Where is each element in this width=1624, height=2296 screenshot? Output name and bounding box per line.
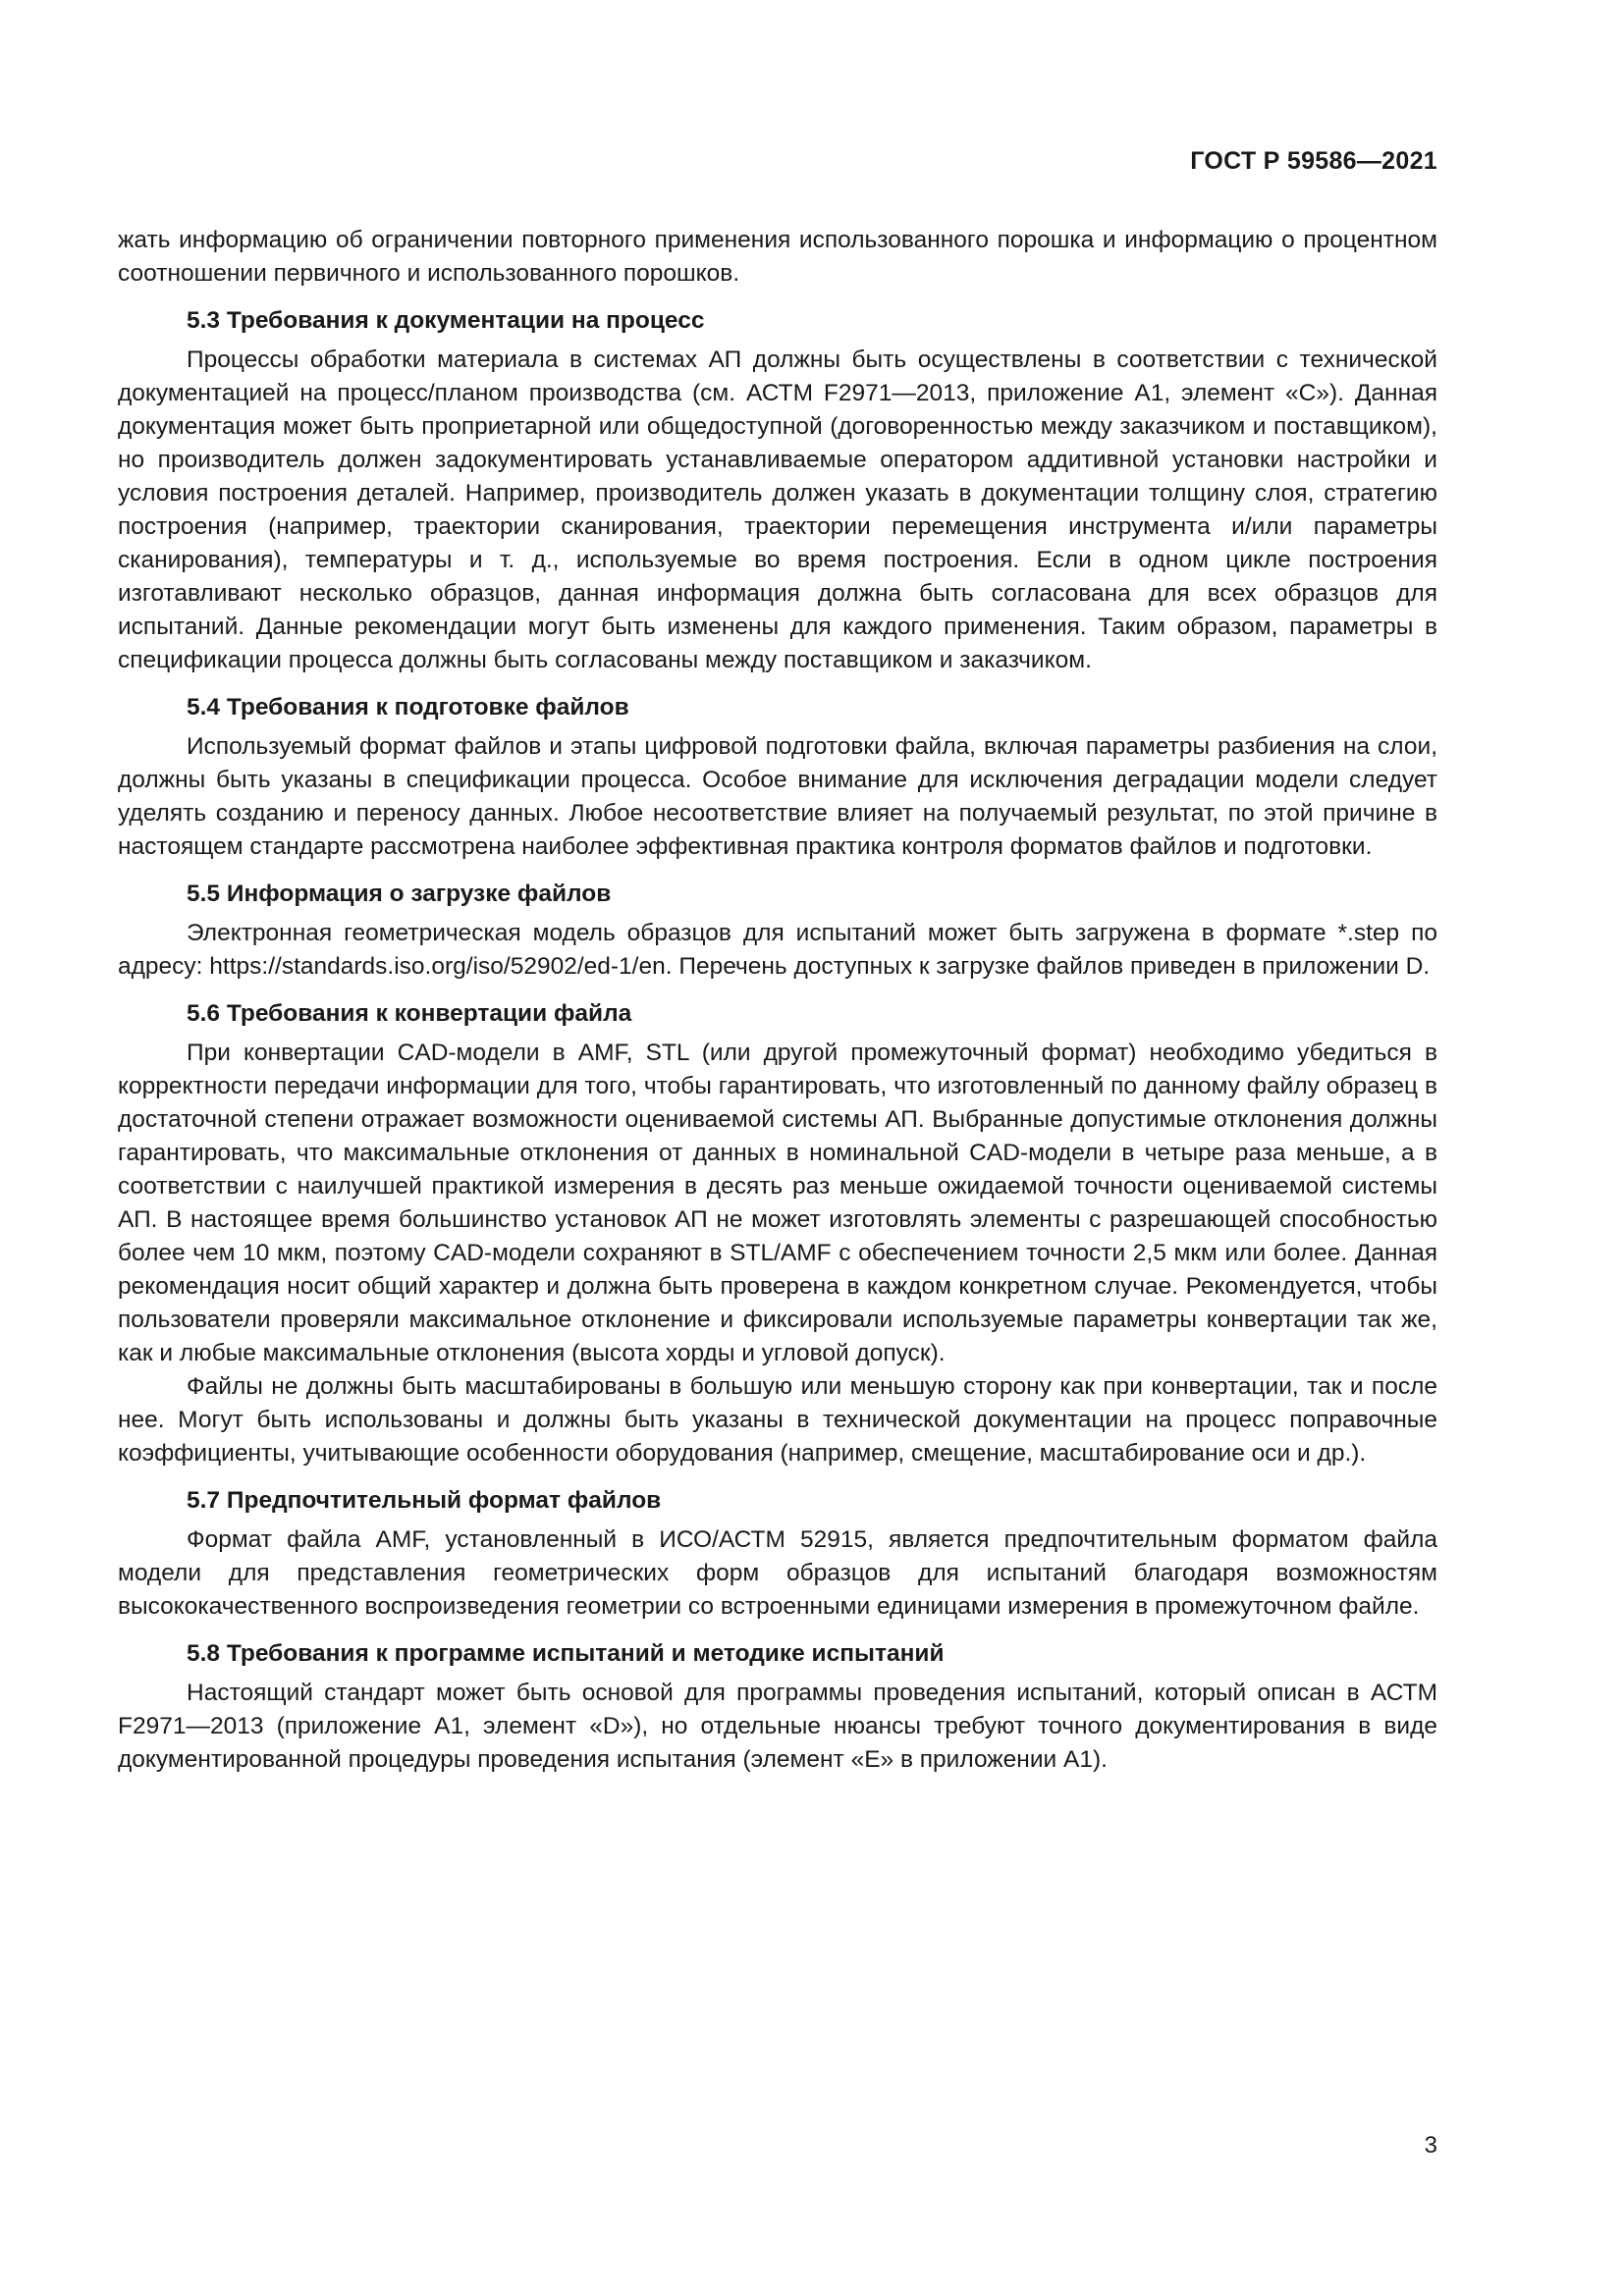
section-paragraph: Электронная геометрическая модель образцов для испытаний может быть загружена в формате *.step по адресу: https://standards.iso.org/iso/52902/ed-1/en. Перечень доступных к загрузке файлов приведен в приложении D. xyxy=(118,920,1437,980)
section-paragraph: Файлы не должны быть масштабированы в большую или меньшую сторону как при конвертации, так и после нее. Могут быть использованы и должны быть указаны в технической документации на процесс поправочные коэффициенты, учитывающие особенности оборудования (например, смещение, масштабирование оси и др.). xyxy=(118,1373,1437,1467)
page-number: 3 xyxy=(1424,2132,1437,2159)
section-heading-5-3: 5.3 Требования к документации на процесс xyxy=(187,307,705,334)
section-paragraph: Процессы обработки материала в системах АП должны быть осуществлены в соответствии с технической документацией на процесс/планом производства (см. АСТМ F2971—2013, приложение А1, элемент «С»). Данная документация может быть проприетарной или общедоступной (договоренностью между заказчиком и поставщиком), но производитель должен задокументировать устанавливаемые оператором аддитивной установки настройки и условия построения деталей. Например, производитель должен указать в документации толщину слоя, стратегию построения (например, траектории сканирования, траектории перемещения инструмента и/или параметры сканирования), температуры и т. д., используемые во время построения. Если в одном цикле построения изготавливают несколько образцов, данная информация должна быть согласована для всех образцов для испытаний. Данные рекомендации могут быть изменены для каждого применения. Таким образом, параметры в спецификации процесса должны быть согласованы между поставщиком и заказчиком. xyxy=(118,347,1437,673)
section-paragraph: Настоящий стандарт может быть основой для программы проведения испытаний, который описан в АСТМ F2971—2013 (приложение А1, элемент «D»), но отдельные нюансы требуют точного документирования в виде документированной процедуры проведения испытания (элемент «Е» в приложении А1). xyxy=(118,1680,1437,1773)
section-heading-5-5: 5.5 Информация о загрузке файлов xyxy=(187,881,612,907)
section-heading-5-4: 5.4 Требования к подготовке файлов xyxy=(187,694,629,721)
section-heading-5-7: 5.7 Предпочтительный формат файлов xyxy=(187,1487,662,1514)
document-body xyxy=(118,224,1437,1777)
document-code: ГОСТ Р 59586—2021 xyxy=(1190,147,1437,175)
section-paragraph: При конвертации CAD-модели в AMF, STL (или другой промежуточный формат) необходимо убедиться в корректности передачи информации для того, чтобы гарантировать, что изготовленный по данному файлу образец в достаточной степени отражает возможности оцениваемой системы АП. Выбранные допустимые отклонения должны гарантировать, что максимальные отклонения от данных в номинальной CAD-модели в четыре раза меньше, а в соответствии с наилучшей практикой измерения в десять раз меньше ожидаемой точности оцениваемой системы АП. В настоящее время большинство установок АП не может изготовлять элементы с разрешающей способностью более чем 10 мкм, поэтому CAD-модели сохраняют в STL/AMF с обеспечением точности 2,5 мкм или более. Данная рекомендация носит общий характер и должна быть проверена в каждом конкретном случае. Рекомендуется, чтобы пользователи проверяли максимальное отклонение и фиксировали используемые параметры конвертации так же, как и любые максимальные отклонения (высота хорды и угловой допуск). xyxy=(118,1040,1437,1366)
section-paragraph: Используемый формат файлов и этапы цифровой подготовки файла, включая параметры разбиения на слои, должны быть указаны в спецификации процесса. Особое внимание для исключения деградации модели следует уделять созданию и переносу данных. Любое несоответствие влияет на получаемый результат, по этой причине в настоящем стандарте рассмотрена наиболее эффективная практика контроля форматов файлов и подготовки. xyxy=(118,733,1437,860)
section-heading-5-6: 5.6 Требования к конвертации файла xyxy=(187,1000,632,1027)
intro-paragraph: жать информацию об ограничении повторного применения использованного порошка и информацию о процентном соотношении первичного и использованного порошков. xyxy=(118,227,1437,287)
section-heading-5-8: 5.8 Требования к программе испытаний и методике испытаний xyxy=(187,1640,945,1667)
section-paragraph: Формат файла AMF, установленный в ИСО/АСТМ 52915, является предпочтительным форматом файла модели для представления геометрических форм образцов для испытаний благодаря возможностям высококачественного воспроизведения геометрии со встроенными единицами измерения в промежуточном файле. xyxy=(118,1526,1437,1620)
